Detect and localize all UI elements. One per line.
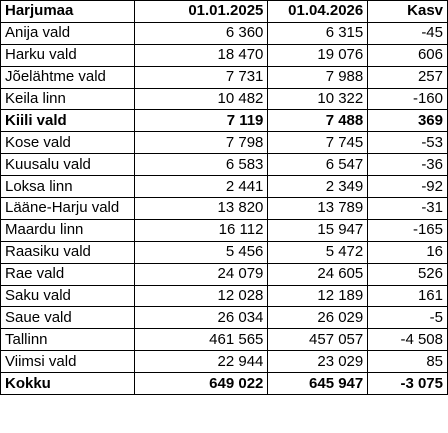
row-value-2026-cell: 5 472 [268,241,368,263]
row-name-cell: Viimsi vald [1,351,135,373]
row-name-cell: Raasiku vald [1,241,135,263]
row-name-cell: Saue vald [1,307,135,329]
row-value-2025-cell: 12 028 [134,285,268,307]
row-value-2026-cell: 26 029 [268,307,368,329]
row-value-2025-cell: 18 470 [134,44,268,66]
row-name-cell: Rae vald [1,263,135,285]
row-name-cell: Loksa linn [1,176,135,198]
row-value-2026-cell: 7 488 [268,110,368,132]
row-name-cell: Kose vald [1,132,135,154]
row-change-cell: -36 [368,154,448,176]
row-value-2026-cell: 7 745 [268,132,368,154]
row-change-cell: -53 [368,132,448,154]
row-change-cell: -92 [368,176,448,198]
row-value-2025-cell: 461 565 [134,329,268,351]
row-value-2026-cell: 7 988 [268,66,368,88]
row-value-2026-cell: 24 605 [268,263,368,285]
table-row [1,285,448,307]
row-name-cell: Anija vald [1,22,135,44]
row-name-cell: Kiili vald [1,110,135,132]
table-row [1,44,448,66]
table-row [1,219,448,241]
row-change-cell: -5 [368,307,448,329]
row-value-2026-cell: 2 349 [268,176,368,198]
table-row [1,132,448,154]
row-change-cell: 161 [368,285,448,307]
row-value-2025-cell: 649 022 [134,373,268,395]
table-row [1,22,448,44]
row-name-cell: Keila linn [1,88,135,110]
table-row [1,66,448,88]
row-value-2026-cell: 10 322 [268,88,368,110]
row-change-cell: 16 [368,241,448,263]
row-value-2025-cell: 24 079 [134,263,268,285]
row-name-cell: Saku vald [1,285,135,307]
table-row [1,110,448,132]
table-row [1,307,448,329]
table-row [1,154,448,176]
row-change-cell: 85 [368,351,448,373]
row-value-2026-cell: 19 076 [268,44,368,66]
table-row [1,241,448,263]
total-row [1,373,448,395]
row-value-2026-cell: 457 057 [268,329,368,351]
row-change-cell: -31 [368,198,448,220]
row-name-cell: Tallinn [1,329,135,351]
row-name-cell: Harku vald [1,44,135,66]
row-change-cell: -4 508 [368,329,448,351]
row-value-2025-cell: 7 119 [134,110,268,132]
row-value-2026-cell: 6 315 [268,22,368,44]
row-change-cell: 369 [368,110,448,132]
row-change-cell: -3 075 [368,373,448,395]
row-value-2026-cell: 13 789 [268,198,368,220]
row-value-2026-cell: 15 947 [268,219,368,241]
table-row [1,176,448,198]
row-value-2025-cell: 26 034 [134,307,268,329]
table-row [1,263,448,285]
row-change-cell: 606 [368,44,448,66]
table-body [1,22,448,394]
row-change-cell: 257 [368,66,448,88]
row-change-cell: -165 [368,219,448,241]
row-name-cell: Lääne-Harju vald [1,198,135,220]
row-name-cell: Jõelähtme vald [1,66,135,88]
row-value-2025-cell: 2 441 [134,176,268,198]
header-region: Harjumaa [1,1,135,23]
table-row [1,88,448,110]
header-row [1,1,448,23]
row-value-2025-cell: 5 456 [134,241,268,263]
table-row [1,329,448,351]
row-change-cell: -160 [368,88,448,110]
row-change-cell: 526 [368,263,448,285]
row-name-cell: Kuusalu vald [1,154,135,176]
table-row [1,198,448,220]
row-value-2025-cell: 6 360 [134,22,268,44]
row-value-2026-cell: 6 547 [268,154,368,176]
row-name-cell: Kokku [1,373,135,395]
row-value-2025-cell: 7 798 [134,132,268,154]
row-value-2025-cell: 10 482 [134,88,268,110]
row-name-cell: Maardu linn [1,219,135,241]
row-value-2025-cell: 7 731 [134,66,268,88]
row-value-2026-cell: 645 947 [268,373,368,395]
row-value-2025-cell: 13 820 [134,198,268,220]
table-row [1,351,448,373]
row-value-2026-cell: 12 189 [268,285,368,307]
header-change: Kasv [368,1,448,23]
row-value-2025-cell: 16 112 [134,219,268,241]
row-change-cell: -45 [368,22,448,44]
header-date-2: 01.04.2026 [268,1,368,23]
row-value-2026-cell: 23 029 [268,351,368,373]
header-date-1: 01.01.2025 [134,1,268,23]
row-value-2025-cell: 6 583 [134,154,268,176]
row-value-2025-cell: 22 944 [134,351,268,373]
